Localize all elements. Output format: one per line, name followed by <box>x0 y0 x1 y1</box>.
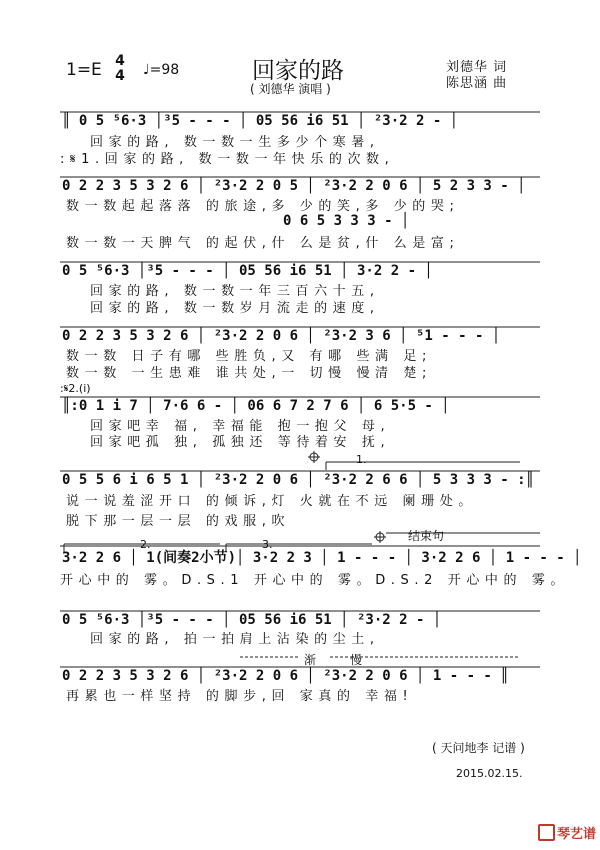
lyric-line: 开心中的 雾。D.S.1 开心中的 雾。D.S.2 开心中的 雾。 <box>60 573 570 588</box>
lyric-line: 回家吧幸 福, 幸福能 抱一抱父 母, <box>90 419 391 434</box>
time-signature-top: 4 <box>115 53 125 69</box>
coda-label: 结束句 <box>408 529 445 543</box>
lyric-line: 说一说羞涩开口 的倾诉,灯 火就在不远 阑珊处。 <box>66 494 477 509</box>
watermark-text: 琴艺谱 <box>557 827 597 842</box>
composer-credit: 陈思涵 曲 <box>446 76 508 91</box>
tempo-marking: ♩=98 <box>143 62 180 78</box>
singer-credit: ( 刘德华 演唱 ) <box>250 82 331 96</box>
lyric-line: :𝄋1.回家的路, 数一数一年快乐的次数, <box>60 152 395 167</box>
repeat-sign-label: :𝄋2.(i) <box>60 382 91 395</box>
lyric-line: 脱下那一层一层 的戏服,吹 <box>66 514 291 529</box>
notation-row: ║ 0 5 ⁵6·3 │³5 - - - │ 05 56 i6 51 │ ²3·2 2 - │ <box>62 113 459 129</box>
volta-1-label: 1. <box>356 453 367 466</box>
notation-row: 0 2 2 3 5 3 2 6 │ ²3·2 2 0 6 │ ²3·2 3 6 │ ⁵1 - - - │ <box>62 328 501 344</box>
lyricist-credit: 刘德华 词 <box>446 60 508 75</box>
transcription-date: 2015.02.15. <box>456 767 523 780</box>
lyric-line: 数一数起起落落 的旅途,多 少的笑,多 少的哭; <box>66 199 460 214</box>
watermark-logo <box>538 823 596 842</box>
transcriber-credit: ( 天问地李 记谱 ) <box>432 741 525 755</box>
song-title: 回家的路 <box>252 58 344 84</box>
logo-icon <box>538 824 555 841</box>
lyric-line: 回家吧孤 独, 孤独还 等待着安 抚, <box>90 435 391 450</box>
notation-row: 0 5 5 6 i 6 5 1 │ ²3·2 2 0 6 │ ²3·2 2 6 6 │ 5 3 3 3 - :║ <box>62 472 535 488</box>
lyric-line: 回家的路, 拍一拍肩上沾染的尘土, <box>90 632 380 647</box>
lyric-line: 回家的路, 数一数一生多少个寒暑, <box>90 135 380 150</box>
notation-row: 0 2 2 3 5 3 2 6 │ ²3·2 2 0 6 │ ²3·2 2 0 6 │ 1 - - - ║ <box>62 668 509 684</box>
notation-row: ║:0 1 i 7 │ 7·6 6 - │ 06 6 7 2 7 6 │ 6 5·5 - │ <box>62 398 450 414</box>
lyric-line: 回家的路, 数一数岁月流走的速度, <box>90 301 380 316</box>
rit-man-label: 慢 <box>350 653 363 667</box>
notation-row: 0 5 ⁵6·3 │³5 - - - │ 05 56 i6 51 │ ²3·2 2 - │ <box>62 612 442 628</box>
notation-row: 0 2 2 3 5 3 2 6 │ ²3·2 2 0 5 │ ²3·2 2 0 6 │ 5 2 3 3 - │ <box>62 178 526 194</box>
volta-3-label: 3. <box>262 538 273 551</box>
lyric-line: 数一数 日子有哪 些胜负,又 有哪 些满 足; <box>66 349 432 364</box>
notation-row: 0 6 5 3 3 3 - │ <box>283 213 410 229</box>
rit-jian-label: 渐 <box>304 653 317 667</box>
lyric-line: 数一数一天脾气 的起伏,什 么是贫,什 么是富; <box>66 236 460 251</box>
lyric-line: 再累也一样坚持 的脚步,回 家真的 幸福! <box>66 689 414 704</box>
key-signature: 1=E <box>66 60 102 80</box>
lyric-line: 数一数 一生患难 谁共处,一 切慢 慢清 楚; <box>66 366 432 381</box>
notation-row: 3·2 2 6 │ 1(间奏2小节)│ 3·2 2 3 │ 1 - - - │ 3·2 2 6 │ 1 - - - │ <box>62 550 582 566</box>
time-signature-bottom: 4 <box>115 68 125 84</box>
lyric-line: 回家的路, 数一数一年三百六十五, <box>90 284 380 299</box>
volta-2-label: 2. <box>140 538 151 551</box>
notation-row: 0 5 ⁵6·3 │³5 - - - │ 05 56 i6 51 │ 3·2 2 - │ <box>62 263 433 279</box>
